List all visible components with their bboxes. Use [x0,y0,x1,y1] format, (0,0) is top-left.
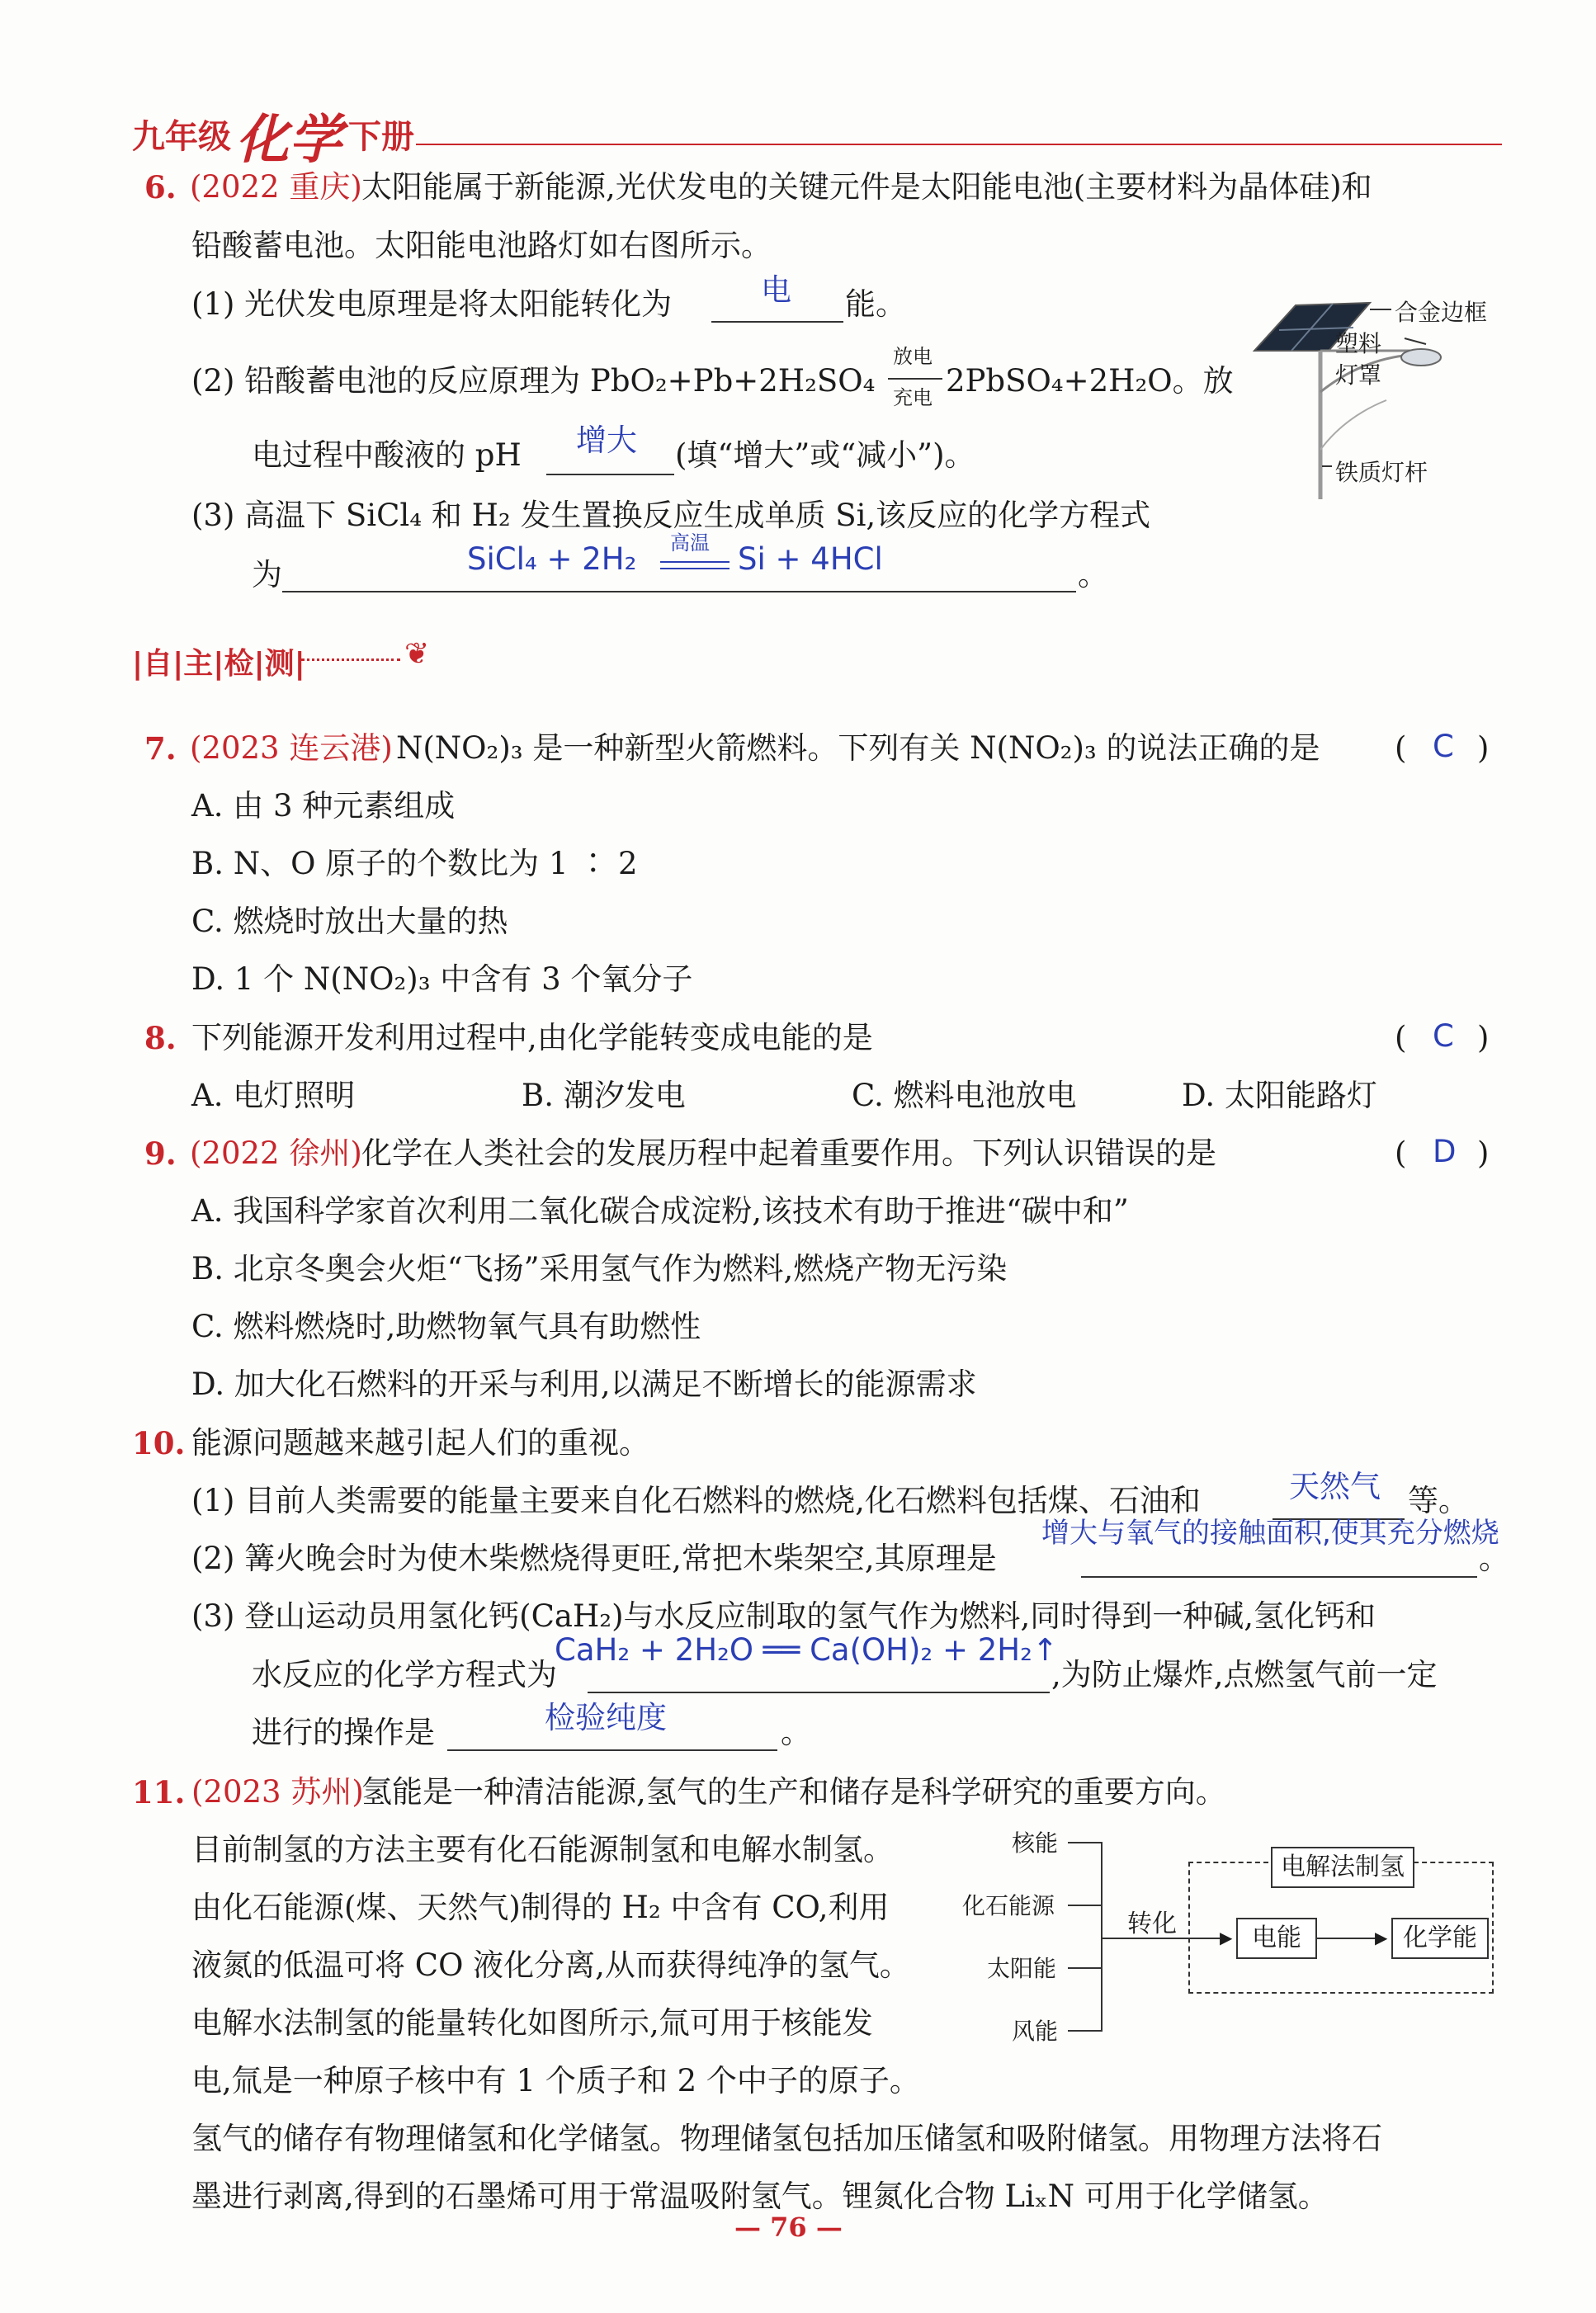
q10-part3-line3: 进行的操作是 [252,1715,435,1750]
q10-part2: (2) 篝火晚会时为使木柴燃烧得更旺,常把木柴架空,其原理是 [191,1541,997,1576]
q11-line-5: 电,氚是一种原子核中有 1 个质子和 2 个中子的原子。 [191,2063,920,2098]
page-header [132,97,1502,171]
q6-part2-line2-tail: (填“增大”或“减小”)。 [675,437,975,473]
q11-line-6: 氢气的储存有物理储氢和化学储氢。物理储氢包括加压储氢和吸附储氢。用物理方法将石 [191,2121,1382,2156]
lamp-label-frame: 合金边框 [1395,299,1488,326]
q10-part3-blank2 [447,1749,777,1751]
q6-part3: (3) 高温下 SiCl₄ 和 H₂ 发生置换反应生成单质 Si,该反应的化学方程式 [191,498,1151,533]
q6-part3-equals [660,561,730,569]
q8-option-a: A. 电灯照明 [191,1078,356,1113]
q6-part1-tail: 能。 [845,286,906,322]
q10-number: 10. [132,1425,186,1461]
q6-part3-answer-right: Si + 4HCl [738,541,883,577]
q6-part2-blank [546,474,674,475]
q7-stem: N(NO₂)₃ 是一种新型火箭燃料。下列有关 N(NO₂)₃ 的说法正确的是 [396,730,1320,766]
q8-option-b: B. 潮汐发电 [522,1078,686,1113]
q9-stem: 化学在人类社会的发展历程中起着重要作用。下列认识错误的是 [361,1135,1216,1171]
q11-number: 11. [132,1774,186,1810]
q6-stem-line1: 太阳能属于新能源,光伏发电的关键元件是太阳能电池(主要材料为晶体硅)和 [361,169,1372,205]
header-volume: 下册 [348,118,414,156]
lamp-label-shade: 灯罩 [1335,361,1382,389]
q10-part3-line3-tail: 。 [781,1715,811,1750]
q10-part1-answer: 天然气 [1289,1469,1381,1504]
q10-part2-blank [1081,1576,1477,1578]
q11-line-4: 电解水法制氢的能量转化如图所示,氚可用于核能发 [191,2005,873,2041]
q11-stem: 氢能是一种清洁能源,氢气的生产和储存是科学研究的重要方向。 [361,1774,1226,1810]
section-dots [301,658,400,661]
diagram-source-solar: 太阳能 [987,1955,1057,1982]
q9-source: (2022 徐州) [190,1135,362,1171]
diagram-chemical-box: 化学能 [1391,1918,1489,1959]
q10-part1-tail: 等。 [1408,1483,1469,1518]
q7-option-a: A. 由 3 种元素组成 [191,788,456,824]
q6-part3-line2: 为 [252,557,282,592]
diagram-line [1068,2030,1101,2032]
diagram-line [1068,1967,1101,1969]
diagram-arrow-icon: ▶ [1375,1928,1388,1947]
q11-line-7: 墨进行剥离,得到的石墨烯可用于常温吸附氢气。锂氮化合物 LiₓN 可用于化学储氢。 [191,2178,1329,2214]
q7-paren-open: ( [1395,730,1407,766]
q7-number: 7. [144,730,177,767]
q7-source: (2023 连云港) [190,730,393,766]
lamp-label-plastic: 塑料 [1335,330,1382,357]
diagram-electric-box: 电能 [1236,1918,1317,1959]
q9-option-c: C. 燃料燃烧时,助燃物氧气具有助燃性 [191,1309,701,1344]
q6-part3-answer-cond: 高温 [670,531,710,555]
q10-part2-answer: 增大与氧气的接触面积,使其充分燃烧 [1041,1517,1499,1550]
q6-number: 6. [144,169,177,205]
q10-stem: 能源问题越来越引起人们的重视。 [191,1425,649,1461]
q6-source: (2022 重庆) [190,169,362,205]
header-rule [416,144,1502,145]
q8-number: 8. [144,1020,177,1056]
q8-option-d: D. 太阳能路灯 [1182,1078,1377,1113]
q9-option-d: D. 加大化石燃料的开采与利用,以满足不断增长的能源需求 [191,1367,977,1402]
q6-part3-answer-left: SiCl₄ + 2H₂ [467,541,637,577]
q10-part3-line2-tail: ,为防止爆炸,点燃氢气前一定 [1051,1657,1438,1692]
q8-answer: C [1433,1018,1454,1054]
header-subject: 化学 [236,110,342,171]
diagram-line [1068,1842,1101,1843]
q10-part3-line2: 水反应的化学方程式为 [252,1657,557,1692]
diagram-convert-label: 转化 [1127,1909,1177,1938]
q10-part3-answer: CaH₂ + 2H₂O ══ Ca(OH)₂ + 2H₂↑ [555,1632,1058,1668]
q6-stem-line2: 铅酸蓄电池。太阳能电池路灯如右图所示。 [191,228,772,263]
diagram-line [1315,1938,1378,1939]
q10-part3: (3) 登山运动员用氢化钙(CaH₂)与水反应制取的氢气作为燃料,同时得到一种碱,氢化钙和 [191,1598,1376,1634]
q6-part2-cond-top: 放电 [893,345,933,368]
q11-line-2: 由化石能源(煤、天然气)制得的 H₂ 中含有 CO,利用 [191,1890,890,1925]
diagram-line [1068,1905,1101,1906]
q9-paren-open: ( [1395,1135,1407,1171]
q6-part1-answer: 电 [761,272,791,308]
q6-part2-answer: 增大 [576,422,637,458]
q6-part2-line2: 电过程中酸液的 pH [252,437,522,473]
q6-part1: (1) 光伏发电原理是将太阳能转化为 [191,286,673,322]
lamp-label-pole: 铁质灯杆 [1335,459,1428,486]
q6-part2-arrow [888,378,942,380]
section-header [132,635,462,685]
q7-option-c: C. 燃烧时放出大量的热 [191,904,508,939]
q10-part1: (1) 目前人类需要的能量主要来自化石燃料的燃烧,化石燃料包括煤、石油和 [191,1483,1201,1518]
q11-source: (2023 苏州) [191,1774,364,1810]
energy-diagram [957,1824,1502,2046]
q8-stem: 下列能源开发利用过程中,由化学能转变成电能的是 [191,1020,873,1055]
q6-part2-cond-bottom: 充电 [893,386,933,409]
diagram-line [1101,1842,1103,2032]
q7-option-b: B. N、O 原子的个数比为 1 ∶ 2 [191,846,638,881]
section-title: |自|主|检|测| [132,647,305,681]
q10-part3-answer2: 检验纯度 [545,1700,667,1735]
page-number: — 76 — [734,2212,843,2243]
diagram-arrow-icon: ▶ [1220,1928,1233,1947]
q10-part3-blank [588,1692,1050,1693]
diagram-source-fossil: 化石能源 [962,1892,1055,1919]
q8-paren-close: ) [1477,1020,1490,1055]
q11-line-3: 液氮的低温可将 CO 液化分离,从而获得纯净的氢气。 [191,1947,910,1983]
q7-option-d: D. 1 个 N(NO₂)₃ 中含有 3 个氧分子 [191,961,693,997]
q6-part3-tail: 。 [1078,557,1108,592]
section-flourish-icon: ❦ [404,637,430,671]
q10-part2-tail: 。 [1479,1541,1509,1576]
diagram-source-nuclear: 核能 [1012,1829,1059,1857]
q9-paren-close: ) [1477,1135,1490,1171]
q7-paren-close: ) [1477,730,1490,766]
q7-answer: C [1433,729,1454,764]
solar-lamp-figure [1246,293,1518,512]
q6-part1-blank [711,321,843,323]
q6-part2-tail: 2PbSO₄+2H₂O。放 [946,363,1234,399]
q9-number: 9. [144,1135,177,1172]
q8-paren-open: ( [1395,1020,1407,1055]
q9-option-a: A. 我国科学家首次利用二氧化碳合成淀粉,该技术有助于推进“碳中和” [191,1193,1129,1229]
q9-answer: D [1433,1134,1457,1169]
q9-option-b: B. 北京冬奥会火炬“飞扬”采用氢气作为燃料,燃烧产物无污染 [191,1251,1008,1286]
q11-line-1: 目前制氢的方法主要有化石能源制氢和电解水制氢。 [191,1832,894,1867]
q6-part3-blank [282,591,1076,592]
q6-part2: (2) 铅酸蓄电池的反应原理为 PbO₂+Pb+2H₂SO₄ [191,363,876,399]
header-grade: 九年级 [132,118,231,156]
q8-option-c: C. 燃料电池放电 [852,1078,1077,1113]
diagram-source-wind: 风能 [1012,2018,1059,2045]
diagram-electrolysis-box: 电解法制氢 [1271,1847,1414,1888]
